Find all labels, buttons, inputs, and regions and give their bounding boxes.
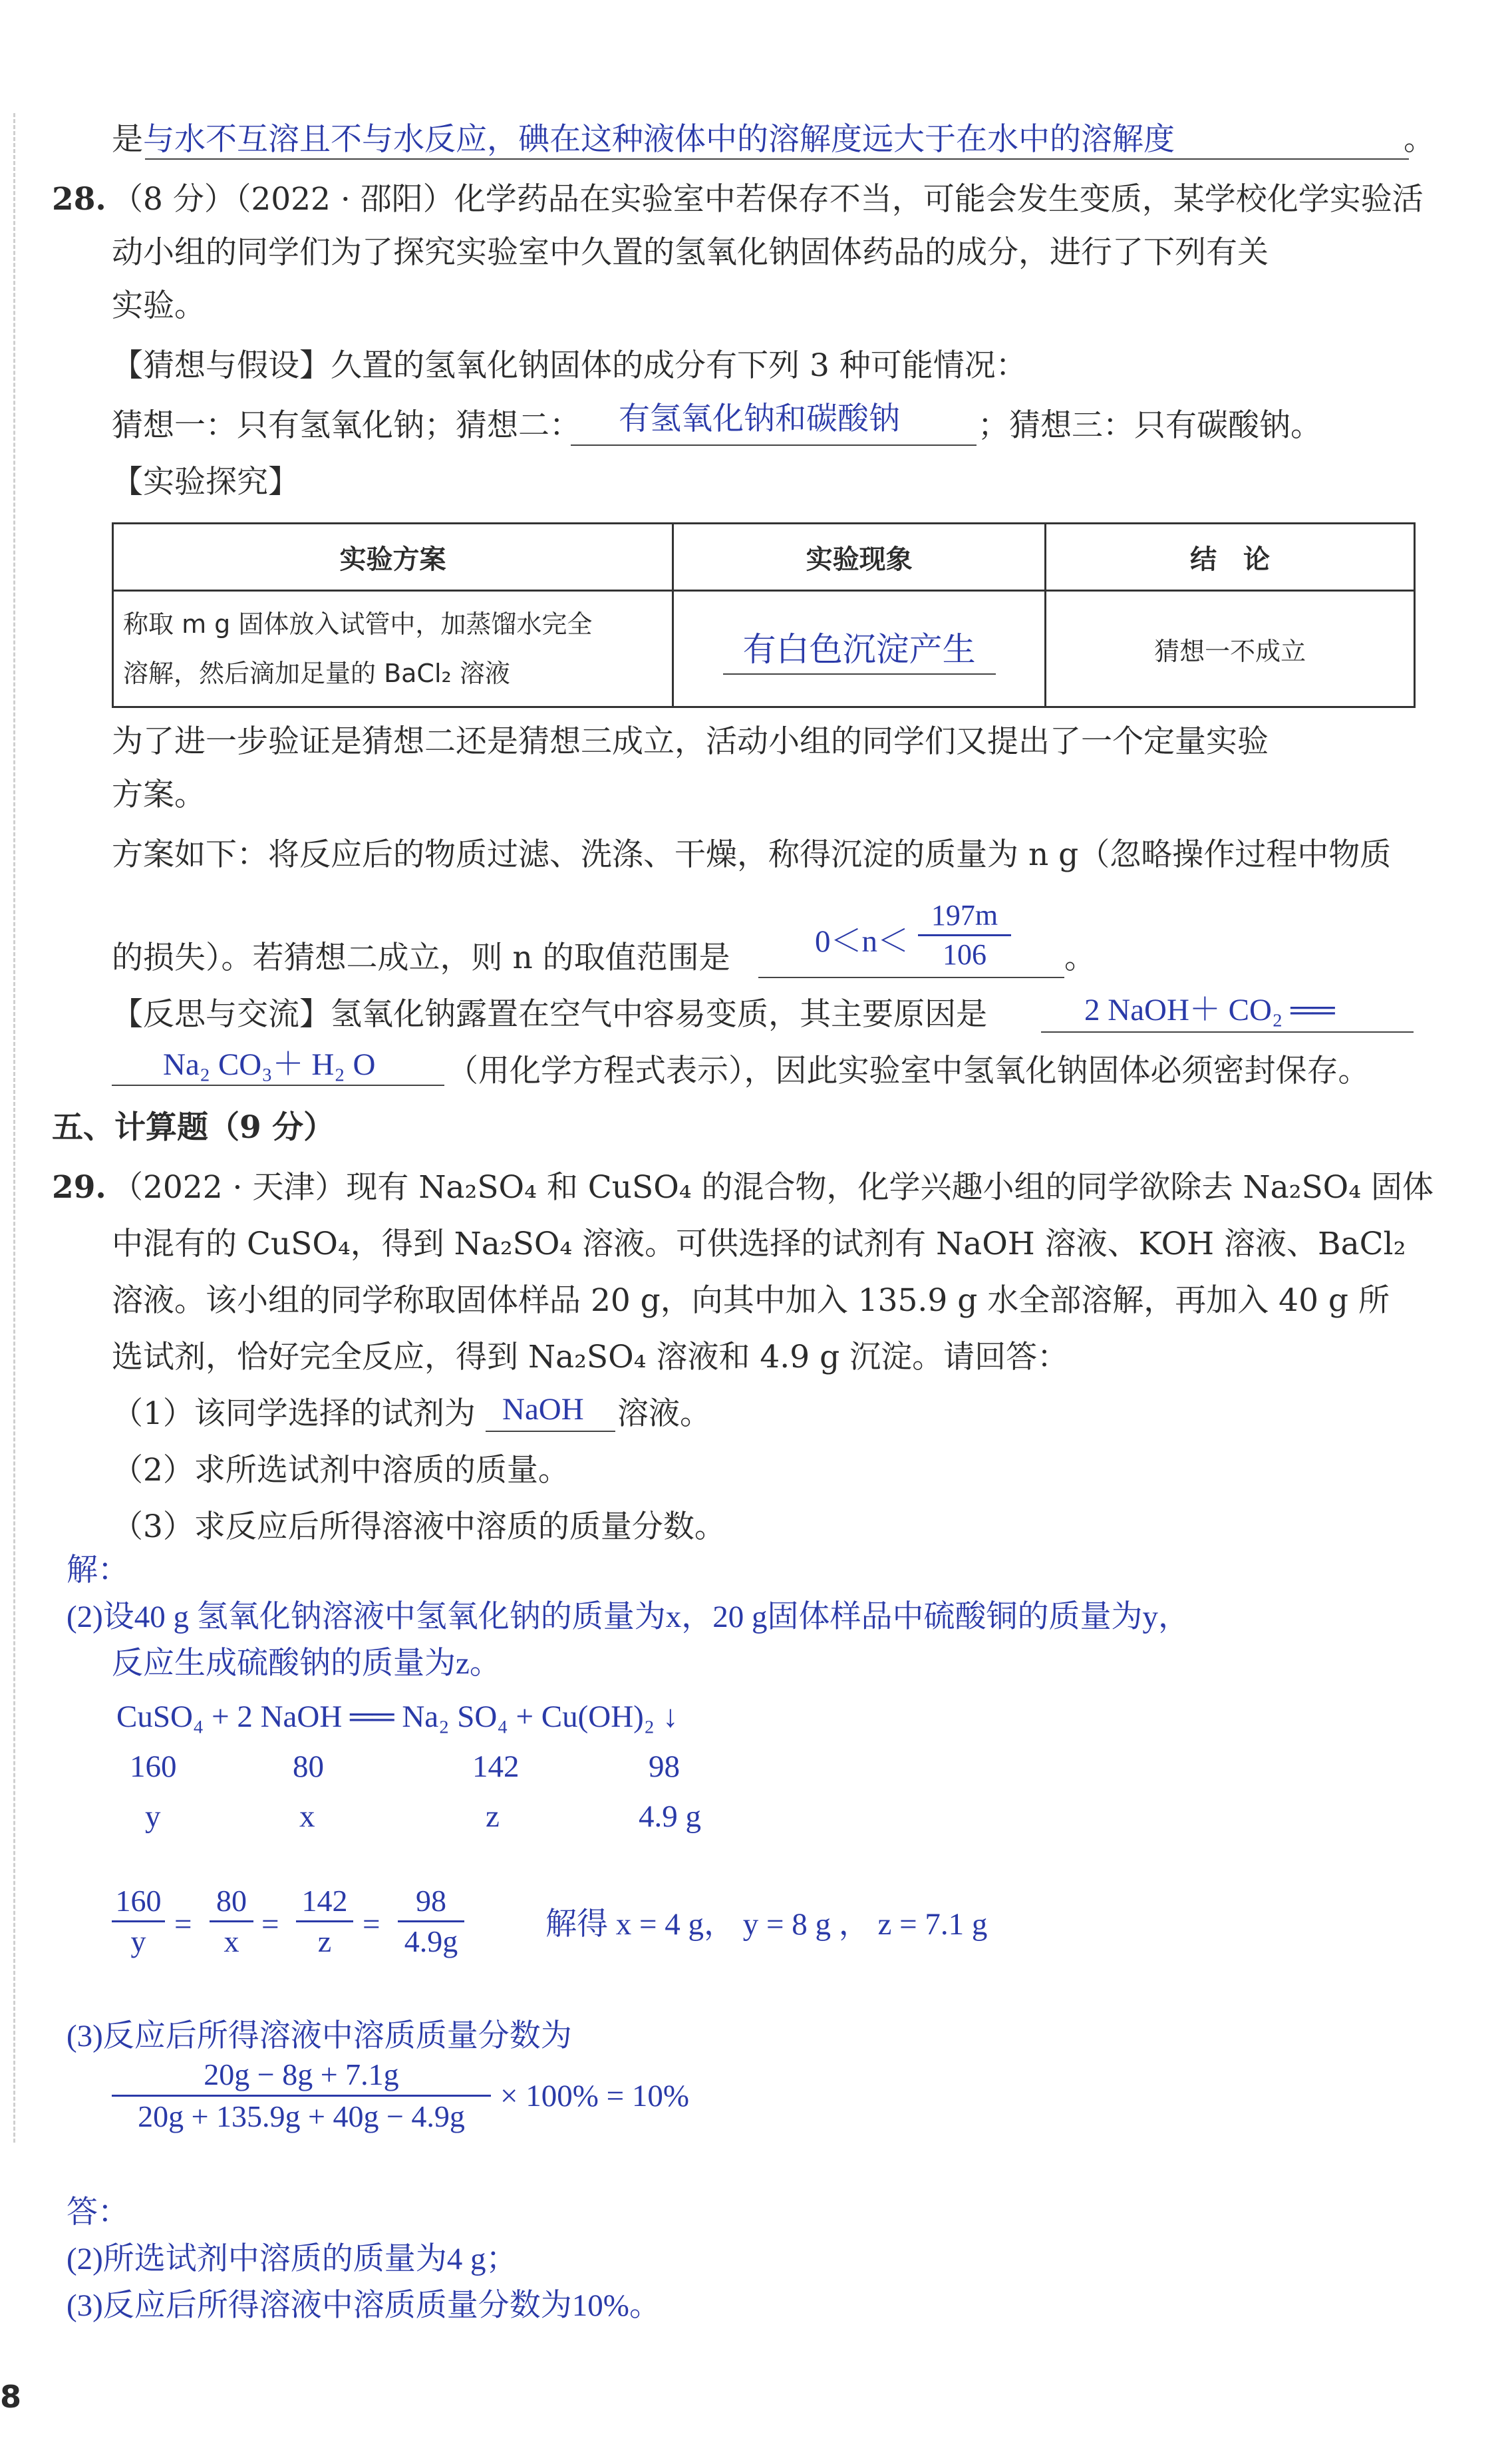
answer-line1: (2)所选试剂中溶质的质量为4 g； [67,2242,518,2276]
sub1-prefix: （1）该同学选择的试剂为 [112,1395,476,1432]
range-fraction: 197m 106 [918,898,1011,972]
q29-line4: 选试剂，恰好完全反应，得到 Na₂SO₄ 溶液和 4.9 g 沉淀。请回答： [112,1339,1069,1375]
part3-tail: × 100% = 10% [500,2079,690,2113]
solution-result: 解得 x = 4 g， y = 8 g ， z = 7.1 g [545,1907,988,1942]
sub3: （3）求反应后所得溶液中溶质的质量分数。 [112,1508,726,1545]
part3-fraction: 20g − 8g + 7.1g 20g + 135.9g + 40g − 4.9g [112,2056,491,2135]
guess2-underline [571,444,977,446]
margin-dashed-line [13,113,15,2143]
equation-underline2 [112,1085,444,1086]
sub1-suffix: 溶液。 [617,1395,711,1432]
range-underline [758,977,1064,978]
proportion-fraction-3: 142 z [296,1883,353,1960]
equation-underline1 [1041,1031,1414,1033]
experiment-table [112,522,1416,708]
header-plan: 实验方案 [113,524,673,591]
sub1-answer: NaOH [502,1392,584,1427]
part3-line: (3)反应后所得溶液中溶质质量分数为 [67,2019,572,2053]
question-28-number: 28. [52,181,106,218]
guess1-text: 猜想一：只有氢氧化钠；猜想二： [112,407,581,444]
page-number: 8 [0,2379,22,2415]
var-precipitate: 4.9 g [639,1799,701,1834]
reflect-line: 【反思与交流】氢氧化钠露置在空气中容易变质，其主要原因是 [112,996,987,1033]
mass-cuoh2: 98 [649,1749,680,1784]
reaction-equation: CuSO₄ + 2 NaOH ══ Na₂ SO₄ + Cu(OH)₂ ↓ [116,1699,679,1734]
q28-intro-line2: 动小组的同学们为了探究实验室中久置的氢氧化钠固体药品的成分，进行了下列有关 [112,234,1269,271]
question-29-number: 29. [52,1169,106,1206]
mass-cuso4: 160 [130,1749,177,1784]
further-line2: 方案。 [112,777,206,813]
solution-label: 解： [67,1553,129,1588]
q29-line1: （2022 · 天津）现有 Na₂SO₄ 和 CuSO₄ 的混合物，化学兴趣小组的同学欲除去 Na₂SO₄ 固体 [112,1169,1434,1206]
plan-line2-period: 。 [1064,940,1096,976]
plan-cell: 称取 m g 固体放入试管中，加蒸馏水完全 溶解，然后滴加足量的 BaCl₂ 溶液 [113,591,673,707]
sub2: （2）求所选试剂中溶质的质量。 [112,1452,569,1489]
explore-title: 【实验探究】 [112,464,299,500]
var-x: x [299,1799,315,1834]
equals-1: = [174,1907,192,1942]
solution-let-line1: (2)设40 g 氢氧化钠溶液中氢氧化钠的质量为x，20 g固体样品中硫酸铜的质量为y， [67,1600,1190,1634]
further-line1: 为了进一步验证是猜想二还是猜想三成立，活动小组的同学们又提出了一个定量实验 [112,723,1269,760]
hypothesis-title: 【猜想与假设】久置的氢氧化钠固体的成分有下列 3 种可能情况： [112,347,1027,384]
mass-na2so4: 142 [472,1749,520,1784]
proportion-fraction-1: 160 y [112,1883,165,1960]
phenomenon-cell: 有白色沉淀产生 [673,591,1046,707]
section5-title: 五、计算题（9 分） [52,1109,335,1146]
answer-underline [145,158,1409,160]
plan-line2: 的损失）。若猜想二成立，则 n 的取值范围是 [112,940,730,976]
proportion-fraction-2: 80 x [210,1883,253,1960]
plan-line1: 方案如下：将反应后的物质过滤、洗涤、干燥，称得沉淀的质量为 n g（忽略操作过程中物质 [112,836,1392,873]
q29-line2: 中混有的 CuSO₄，得到 Na₂SO₄ 溶液。可供选择的试剂有 NaOH 溶液、KOH 溶液、BaCl₂ [112,1226,1406,1262]
q28-intro-line3: 实验。 [112,287,206,324]
mass-naoh: 80 [293,1749,324,1784]
equals-2: = [261,1907,279,1942]
conclusion-cell: 猜想一不成立 [1046,591,1415,707]
range-prefix: 0＜n＜ [815,924,909,959]
guess3-text: ；猜想三：只有碳酸钠。 [978,407,1322,444]
top-line-answer: 与水不互溶且不与水反应，碘在这种液体中的溶解度远大于在水中的溶解度 [143,122,1175,157]
equation-part2: Na₂ CO₃＋ H₂ O [163,1047,376,1082]
sub1-underline [486,1431,615,1432]
equals-3: = [363,1907,380,1942]
answer-label: 答： [67,2195,129,2230]
solution-let-line2: 反应生成硫酸钠的质量为z。 [112,1646,501,1681]
q29-line3: 溶液。该小组的同学称取固体样品 20 g，向其中加入 135.9 g 水全部溶解，再加入 40 g 所 [112,1282,1390,1319]
top-line-period: 。 [1404,121,1435,158]
guess2-answer: 有氢氧化钠和碳酸钠 [619,402,900,437]
header-conclusion: 结 论 [1046,524,1415,591]
equation-part1: 2 NaOH＋ CO₂ ══ [1084,993,1335,1027]
q28-intro-line1: （8 分）（2022 · 邵阳）化学药品在实验室中若保存不当，可能会发生变质，某学校化学实验活 [112,181,1424,218]
top-line: 是与水不互溶且不与水反应，碘在这种液体中的溶解度远大于在水中的溶解度 [112,121,1175,158]
proportion-fraction-4: 98 4.9g [398,1883,464,1960]
var-y: y [145,1799,161,1834]
answer-line2: (3)反应后所得溶液中溶质质量分数为10%。 [67,2288,661,2323]
header-phenomenon: 实验现象 [673,524,1046,591]
reflect-end: （用化学方程式表示），因此实验室中氢氧化钠固体必须密封保存。 [447,1053,1370,1089]
var-z: z [486,1799,500,1834]
